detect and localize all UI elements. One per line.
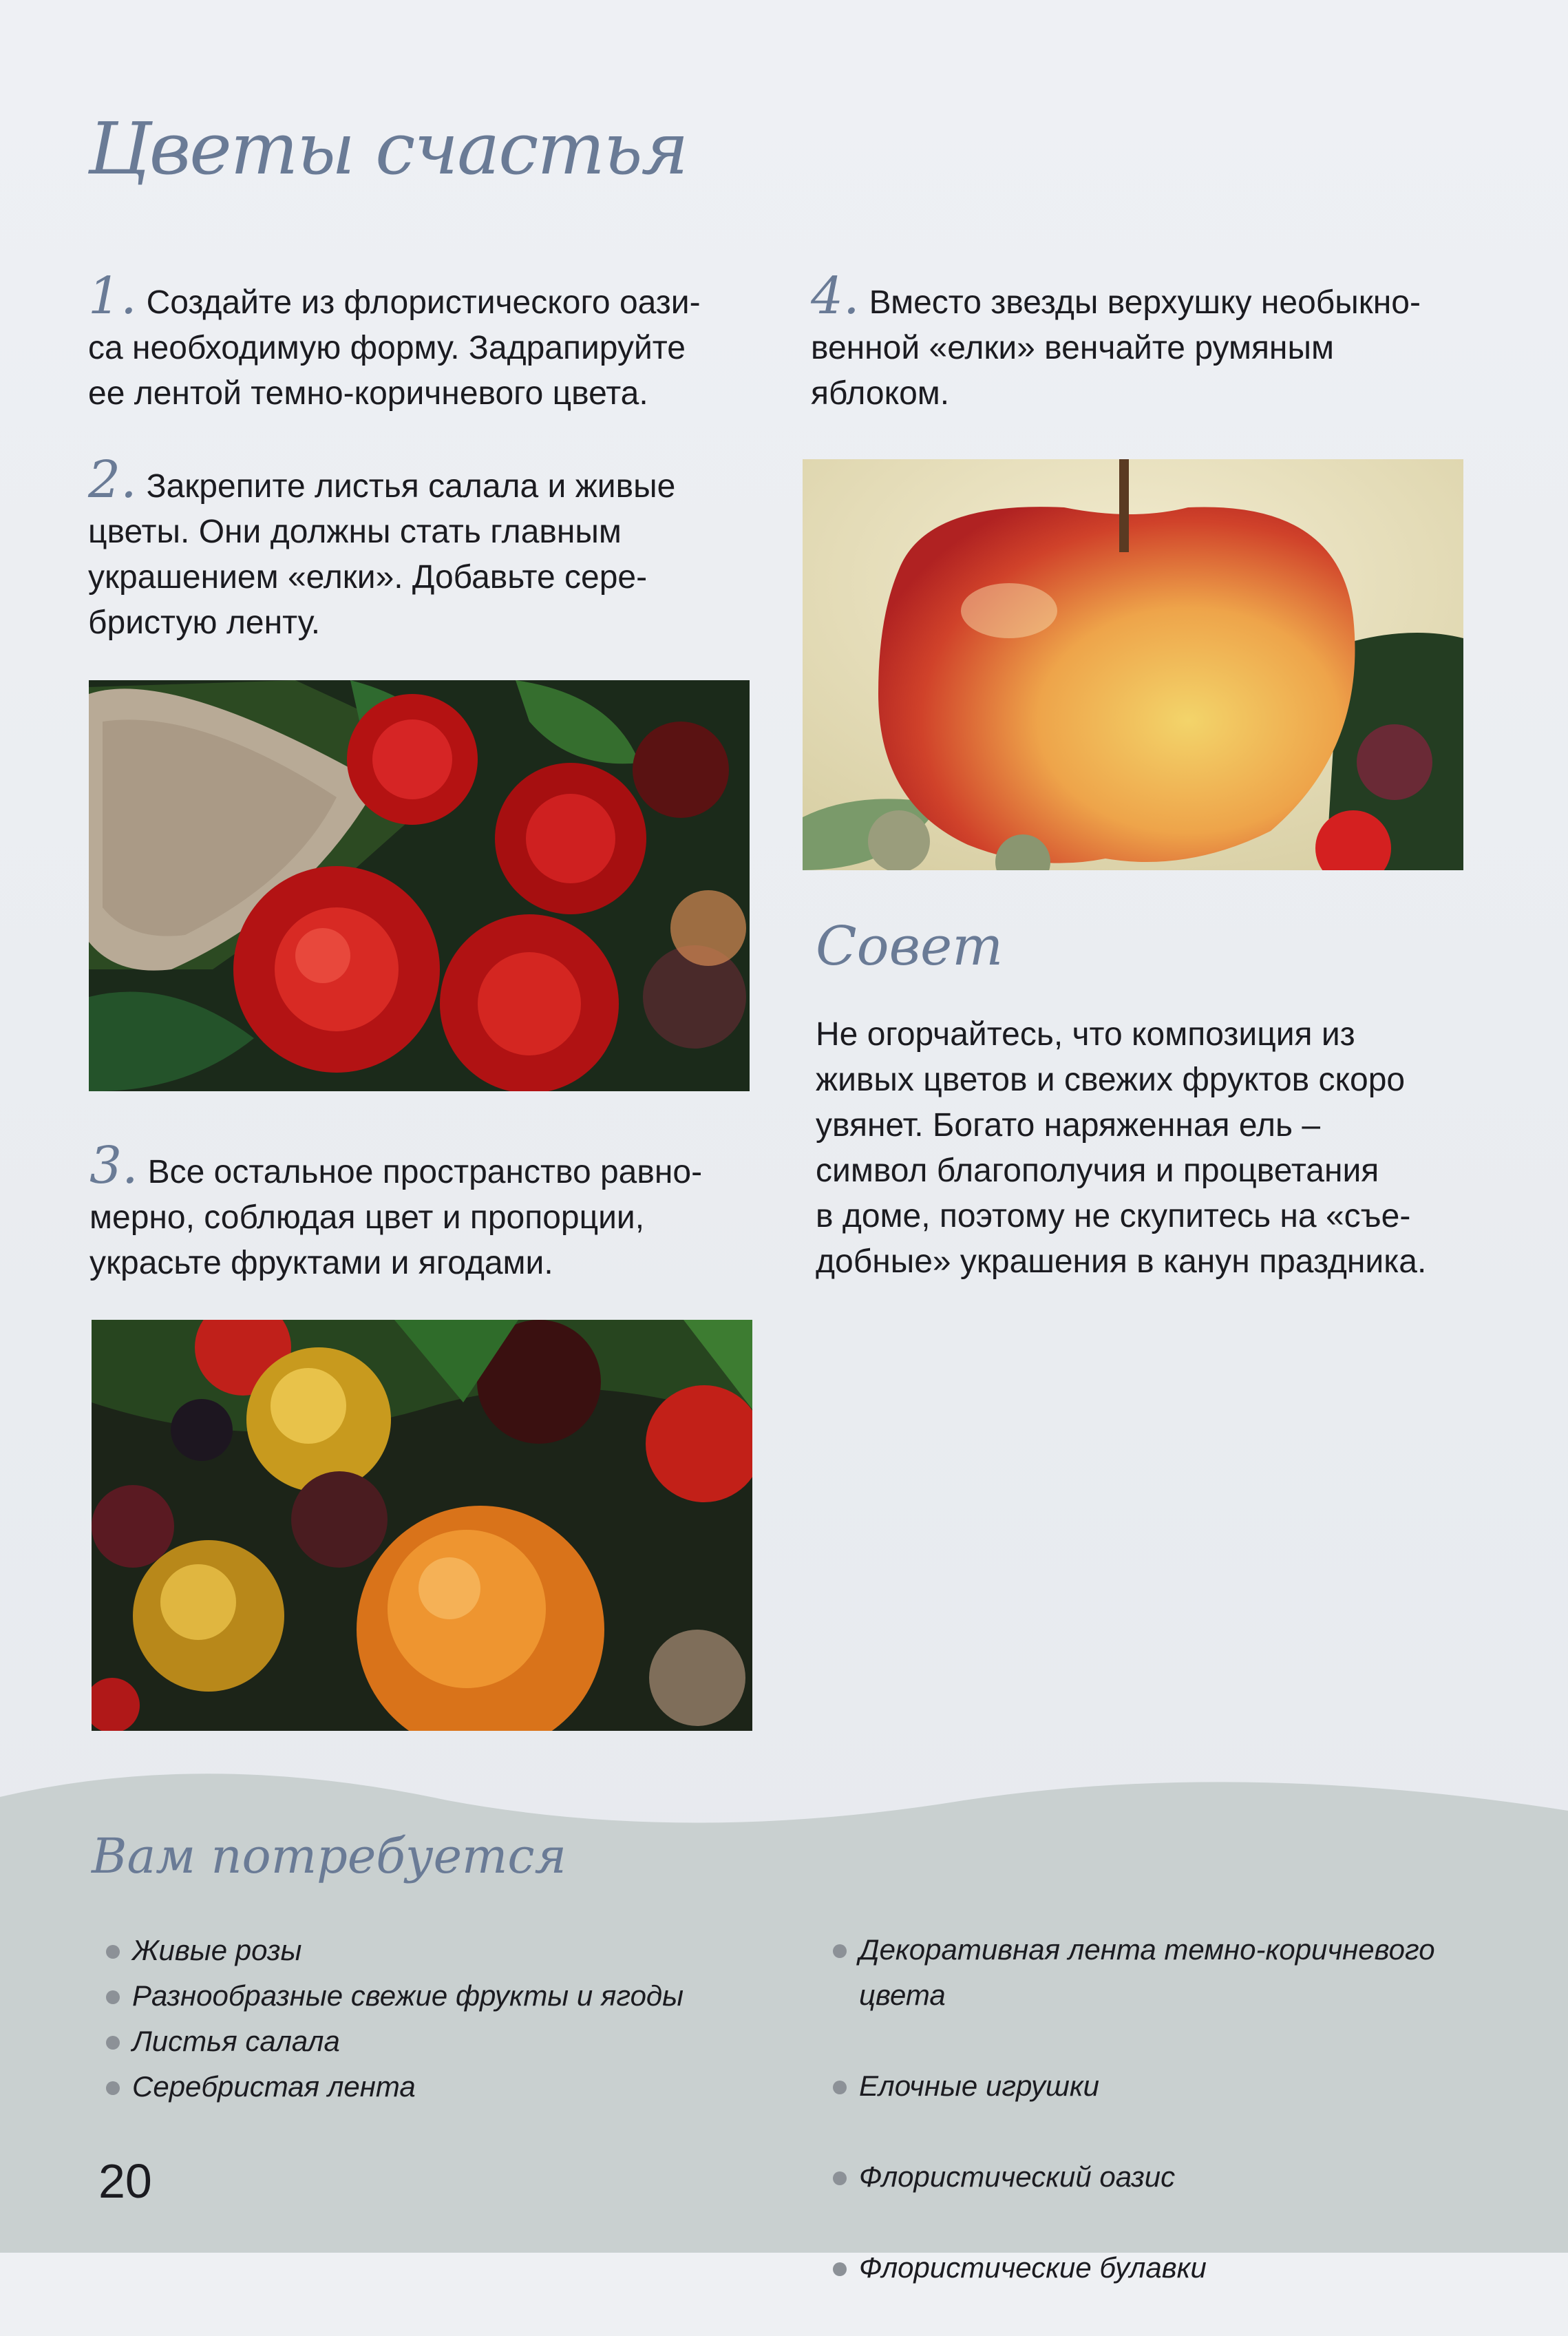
- list-item: Разнообразные свежие фрукты и ягоды: [96, 1973, 819, 2019]
- step-1: [88, 266, 763, 417]
- step-4: [811, 266, 1499, 417]
- step-2-number: 2.: [88, 450, 137, 509]
- roses-photo: [89, 680, 750, 1091]
- step-3-number: 3.: [89, 1136, 138, 1195]
- list-item: Флористический оазис: [823, 2154, 1553, 2200]
- page-title: Цветы счастья: [88, 107, 688, 191]
- list-item: Декоративная лента темно-коричневого цвета: [823, 1927, 1553, 2018]
- step-1-number: 1.: [88, 266, 137, 326]
- list-item: Живые розы: [96, 1928, 819, 1973]
- step-4-number: 4.: [811, 266, 860, 326]
- step-3: [89, 1136, 764, 1286]
- step-4-text: Вместо звезды верхушку необыкно- венной «елки» венчайте румяным яблоком.: [811, 284, 1421, 412]
- step-3-text: Все остальное пространство равно- мерно, соблюдая цвет и пропорции, украсьте фруктами и ягодами.: [89, 1154, 703, 1281]
- step-2-text: Закрепите листья салала и живые цветы. Они должны стать главным украшением «елки». Добавьте сере- бристую ленту.: [88, 468, 676, 641]
- tip-text: Не огорчайтесь, что композиция из живых цветов и свежих фруктов скоро увянет. Богато наряженная ель – символ благополучия и процветания в доме, поэтому не скупитесь на «съе- добные» украшения в канун праздника.: [816, 1016, 1427, 1280]
- tip-heading: Совет: [816, 916, 1004, 978]
- materials-heading: Вам потребуется: [92, 1828, 566, 1884]
- list-item: Серебристая лента: [96, 2064, 819, 2109]
- fruits-photo: [92, 1320, 752, 1731]
- list-item: Елочные игрушки: [823, 2063, 1553, 2109]
- apple-photo: [803, 459, 1463, 870]
- list-item: Флористические булавки: [823, 2245, 1553, 2291]
- list-item: Листья салала: [96, 2019, 819, 2064]
- page-number: 20: [98, 2154, 152, 2208]
- step-2: [88, 450, 763, 646]
- materials-list-right: [823, 1882, 1553, 2336]
- step-1-text: Создайте из флористического оази- са необходимую форму. Задрапируйте ее лентой темно-коричневого цвета.: [88, 284, 701, 412]
- materials-list-left: [96, 1928, 819, 2109]
